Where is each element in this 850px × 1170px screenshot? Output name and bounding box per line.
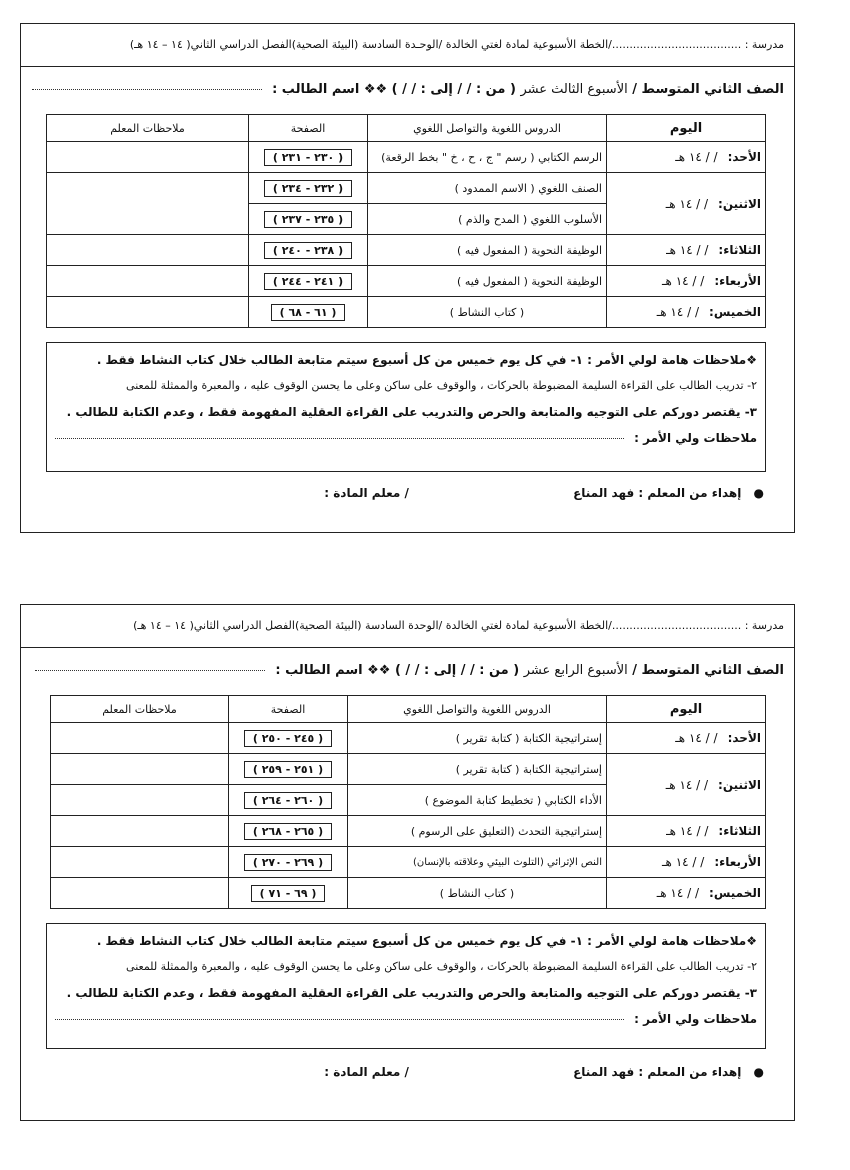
note-1: ❖ملاحظات هامة لولي الأمر : ١- في كل يوم خميس من كل أسبوع سيتم متابعة الطالب خلال كتاب النشاط فقط . — [96, 934, 757, 948]
lessons-table — [50, 695, 766, 909]
col-page: الصفحة — [249, 115, 368, 142]
student-name-label: ❖❖ اسم الطالب : — [275, 663, 391, 678]
table-row — [47, 173, 766, 204]
note-2: ٢- تدريب الطالب على القراءة السليمة المضبوطة بالحركات ، والوقوف على ساكن وعلى ما يحسن الوقوف عليه ، والمعبرة والممثلة للمعنى — [126, 379, 757, 392]
page-cell: ( ٢٣٠ - ٢٣١ ) — [249, 142, 368, 173]
day-cell: الثلاثاء:/ / ١٤ هـ — [607, 816, 766, 847]
table-row — [51, 754, 766, 785]
lesson-cell: ( كتاب النشاط ) — [348, 878, 607, 909]
table-row — [47, 235, 766, 266]
page-cell: ( ٢٦٠ - ٢٦٤ ) — [229, 785, 348, 816]
parent-notes-field[interactable] — [55, 438, 624, 439]
teacher-notes-cell[interactable] — [51, 816, 229, 847]
plan-header: مدرسة : ...................................../الخطة الأسبوعية لمادة لغتي الخالدة /الوحدة السادسة (البيئة الصحية)الفصل الدراسي الثاني( ١٤ – ١٤ هـ) — [21, 605, 794, 648]
parent-notes-box — [46, 923, 766, 1049]
table-row — [47, 297, 766, 328]
teacher-notes-cell[interactable] — [47, 235, 249, 266]
note-1: ❖ملاحظات هامة لولي الأمر : ١- في كل يوم خميس من كل أسبوع سيتم متابعة الطالب خلال كتاب النشاط فقط . — [96, 353, 757, 367]
teacher-notes-cell[interactable] — [51, 723, 229, 754]
lessons-table — [46, 114, 766, 328]
day-cell: الأحد:/ / ١٤ هـ — [607, 723, 766, 754]
day-cell: الأربعاء:/ / ١٤ هـ — [607, 266, 766, 297]
lesson-cell: ( كتاب النشاط ) — [368, 297, 607, 328]
grade-label: الصف الثاني المتوسط / — [632, 663, 784, 678]
day-cell: الاثنين:/ / ١٤ هـ — [607, 754, 766, 816]
col-day: اليوم — [607, 696, 766, 723]
week-label: الأسبوع الثالث عشر — [520, 82, 628, 97]
table-row — [51, 723, 766, 754]
table-header-row — [51, 696, 766, 723]
parent-notes-label: ملاحظات ولي الأمر : — [634, 1012, 757, 1026]
bullet-icon: ● — [753, 486, 764, 500]
teacher-notes-cell[interactable] — [47, 173, 249, 235]
lesson-cell: النص الإثرائي (التلوث البيئي وعلاقته بالإنسان) — [348, 847, 607, 878]
weekly-plan-sheet-1 — [20, 23, 795, 533]
table-row — [47, 142, 766, 173]
page-cell: ( ٢٣٢ - ٢٣٤ ) — [249, 173, 368, 204]
lesson-cell: الصنف اللغوي ( الاسم الممدود ) — [368, 173, 607, 204]
date-range: ( من : / / إلى : / / ) — [394, 663, 520, 678]
lesson-cell: الوظيفة النحوية ( المفعول فيه ) — [368, 266, 607, 297]
table-row — [51, 816, 766, 847]
weekly-plan-sheet-2 — [20, 604, 795, 1121]
day-cell: الأحد:/ / ١٤ هـ — [607, 142, 766, 173]
page-cell: ( ٢٥١ - ٢٥٩ ) — [229, 754, 348, 785]
col-day: اليوم — [607, 115, 766, 142]
parent-notes-box — [46, 342, 766, 472]
col-teacher-notes: ملاحظات المعلم — [47, 115, 249, 142]
page-cell: ( ٦٩ - ٧١ ) — [229, 878, 348, 909]
footer-subject-teacher: / معلم المادة : — [324, 486, 409, 500]
page-cell: ( ٢٦٩ - ٢٧٠ ) — [229, 847, 348, 878]
table-header-row — [47, 115, 766, 142]
grade-week-line — [31, 663, 784, 678]
col-lessons: الدروس اللغوية والتواصل اللغوي — [348, 696, 607, 723]
lesson-cell: الوظيفة النحوية ( المفعول فيه ) — [368, 235, 607, 266]
lesson-cell: إستراتيجية التحدث (التعليق على الرسوم ) — [348, 816, 607, 847]
col-lessons: الدروس اللغوية والتواصل اللغوي — [368, 115, 607, 142]
teacher-notes-cell[interactable] — [51, 754, 229, 785]
teacher-notes-cell[interactable] — [47, 266, 249, 297]
teacher-notes-cell[interactable] — [51, 785, 229, 816]
footer — [51, 486, 764, 500]
table-row — [47, 266, 766, 297]
col-page: الصفحة — [229, 696, 348, 723]
footer-teacher: إهداء من المعلم : فهد المناع — [573, 1065, 742, 1079]
bullet-icon: ● — [753, 1065, 764, 1079]
footer — [51, 1065, 764, 1079]
student-name-label: ❖❖ اسم الطالب : — [272, 82, 388, 97]
grade-label: الصف الثاني المتوسط / — [632, 82, 784, 97]
lesson-cell: إستراتيجية الكتابة ( كتابة تقرير ) — [348, 723, 607, 754]
col-teacher-notes: ملاحظات المعلم — [51, 696, 229, 723]
footer-teacher: إهداء من المعلم : فهد المناع — [573, 486, 742, 500]
parent-notes-line — [55, 1006, 757, 1032]
day-cell: الاثنين:/ / ١٤ هـ — [607, 173, 766, 235]
teacher-notes-cell[interactable] — [51, 878, 229, 909]
student-name-field[interactable] — [32, 89, 262, 90]
lesson-cell: الأداء الكتابي ( تخطيط كتابة الموضوع ) — [348, 785, 607, 816]
teacher-notes-cell[interactable] — [47, 297, 249, 328]
table-row — [51, 878, 766, 909]
plan-header: مدرسة : ...................................../الخطة الأسبوعية لمادة لغتي الخالدة /الوحـدة السادسة (البيئة الصحية)الفصل الدراسي الثاني( ١٤ – ١٤ هـ) — [21, 24, 794, 67]
parent-notes-field[interactable] — [55, 1019, 624, 1020]
page-cell: ( ٦١ - ٦٨ ) — [249, 297, 368, 328]
parent-notes-line — [55, 425, 757, 451]
week-label: الأسبوع الرابع عشر — [523, 663, 628, 678]
page-cell: ( ٢٣٥ - ٢٣٧ ) — [249, 204, 368, 235]
lesson-cell: إستراتيجية الكتابة ( كتابة تقرير ) — [348, 754, 607, 785]
page-cell: ( ٢٤١ - ٢٤٤ ) — [249, 266, 368, 297]
date-range: ( من : / / إلى : / / ) — [391, 82, 516, 97]
page-cell: ( ٢٦٥ - ٢٦٨ ) — [229, 816, 348, 847]
teacher-notes-cell[interactable] — [51, 847, 229, 878]
grade-week-line — [31, 82, 784, 97]
page-cell: ( ٢٣٨ - ٢٤٠ ) — [249, 235, 368, 266]
day-cell: الثلاثاء:/ / ١٤ هـ — [607, 235, 766, 266]
parent-notes-label: ملاحظات ولي الأمر : — [634, 431, 757, 445]
page-cell: ( ٢٤٥ - ٢٥٠ ) — [229, 723, 348, 754]
day-cell: الأربعاء:/ / ١٤ هـ — [607, 847, 766, 878]
note-3: ٣- يقتصر دوركم على التوجيه والمتابعة والحرص والتدريب على القراءة العقلية المفهومة فقط ، وعدم الكتابة للطالب . — [66, 986, 757, 1000]
student-name-field[interactable] — [35, 670, 265, 671]
note-2: ٢- تدريب الطالب على القراءة السليمة المضبوطة بالحركات ، والوقوف على ساكن وعلى ما يحسن الوقوف عليه ، والمعبرة والممثلة للمعنى — [126, 960, 757, 973]
lesson-cell: الأسلوب اللغوي ( المدح والذم ) — [368, 204, 607, 235]
teacher-notes-cell[interactable] — [47, 142, 249, 173]
lesson-cell: الرسم الكتابي ( رسم " ج ، ح ، خ " بخط الرقعة) — [368, 142, 607, 173]
note-3: ٣- يقتصر دوركم على التوجيه والمتابعة والحرص والتدريب على القراءة العقلية المفهومة فقط ، وعدم الكتابة للطالب . — [66, 405, 757, 419]
day-cell: الخميس:/ / ١٤ هـ — [607, 878, 766, 909]
day-cell: الخميس:/ / ١٤ هـ — [607, 297, 766, 328]
footer-subject-teacher: / معلم المادة : — [324, 1065, 409, 1079]
table-row — [51, 847, 766, 878]
